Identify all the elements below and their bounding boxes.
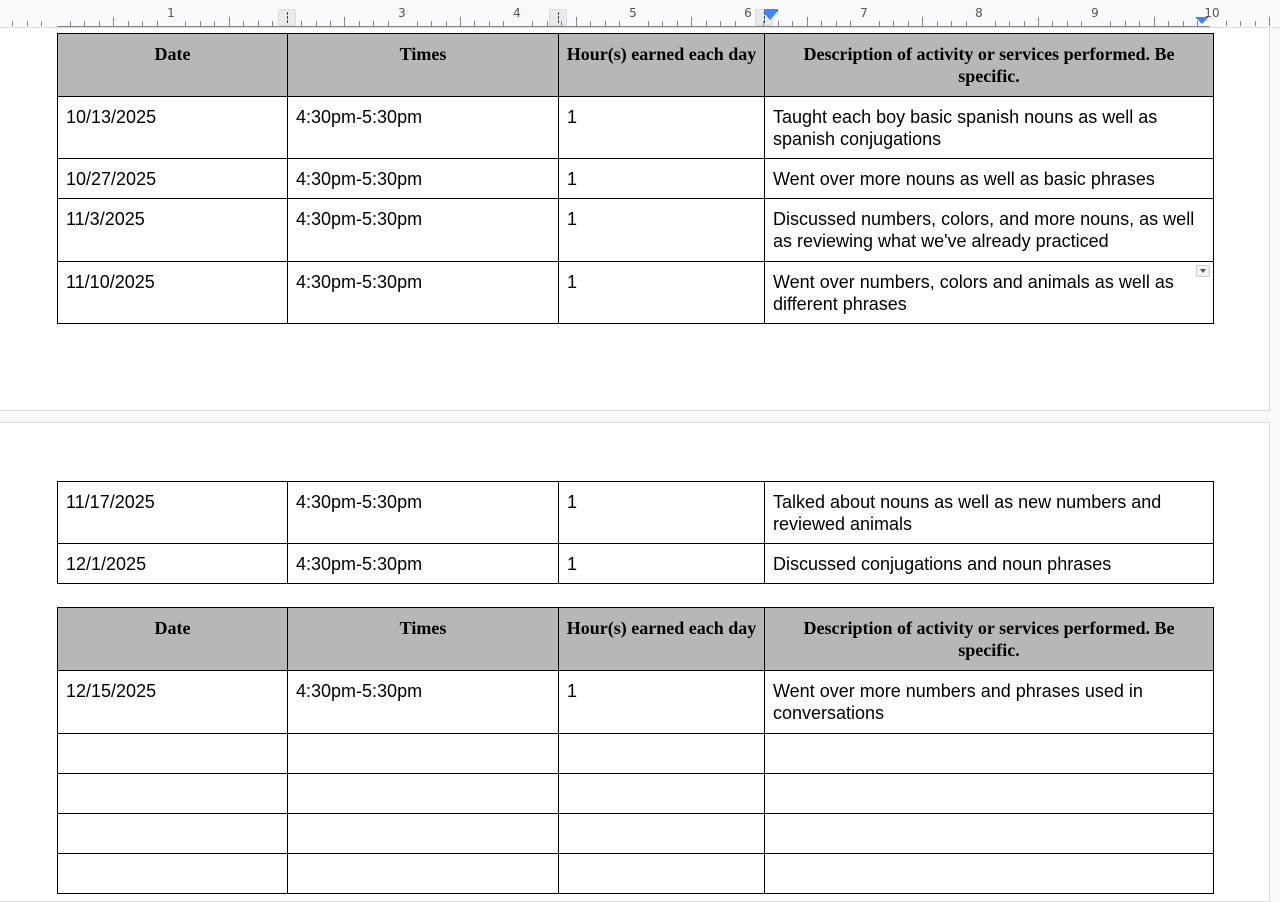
- ruler-tick: [113, 17, 114, 26]
- empty-cell[interactable]: [288, 814, 559, 854]
- ruler-number: 3: [398, 6, 406, 20]
- times-cell[interactable]: 4:30pm-5:30pm: [288, 262, 559, 324]
- empty-cell[interactable]: [288, 854, 559, 894]
- description-cell[interactable]: Went over more nouns as well as basic phrases: [765, 159, 1214, 199]
- empty-cell[interactable]: [58, 854, 288, 894]
- hours-table-2: [57, 607, 1214, 894]
- header-description: Description of activity or services performed. Be specific.: [765, 34, 1214, 97]
- description-cell[interactable]: Taught each boy basic spanish nouns as well as spanish conjugations: [765, 97, 1214, 159]
- hours-table-1-continued: [57, 481, 1214, 584]
- ruler-tick: [1038, 17, 1039, 26]
- empty-cell[interactable]: [288, 774, 559, 814]
- horizontal-ruler[interactable]: [0, 0, 1280, 28]
- times-cell[interactable]: 4:30pm-5:30pm: [288, 482, 559, 544]
- empty-table-row: [58, 734, 1214, 774]
- empty-cell[interactable]: [58, 814, 288, 854]
- date-cell[interactable]: 10/13/2025: [58, 97, 288, 159]
- date-cell[interactable]: 12/15/2025: [58, 671, 288, 734]
- date-cell[interactable]: 10/27/2025: [58, 159, 288, 199]
- hours-cell[interactable]: 1: [559, 159, 765, 199]
- column-marker-handle[interactable]: [278, 9, 296, 26]
- ruler-tick: [1255, 21, 1256, 26]
- ruler-tick: [1240, 21, 1241, 26]
- date-cell[interactable]: 12/1/2025: [58, 544, 288, 584]
- empty-cell[interactable]: [288, 734, 559, 774]
- header-date: Date: [58, 34, 288, 97]
- header-times: Times: [288, 608, 559, 671]
- description-cell[interactable]: Talked about nouns as well as new numbers and reviewed animals: [765, 482, 1214, 544]
- empty-table-row: [58, 774, 1214, 814]
- times-cell[interactable]: 4:30pm-5:30pm: [288, 159, 559, 199]
- empty-cell[interactable]: [58, 774, 288, 814]
- times-cell[interactable]: 4:30pm-5:30pm: [288, 97, 559, 159]
- table-row: [58, 199, 1214, 262]
- times-cell[interactable]: 4:30pm-5:30pm: [288, 671, 559, 734]
- times-cell[interactable]: 4:30pm-5:30pm: [288, 199, 559, 262]
- empty-cell[interactable]: [765, 734, 1214, 774]
- empty-cell[interactable]: [559, 734, 765, 774]
- ruler-tick: [922, 17, 923, 26]
- hours-table-1: [57, 33, 1214, 324]
- hours-cell[interactable]: 1: [559, 544, 765, 584]
- ruler-tick: [41, 21, 42, 26]
- empty-cell[interactable]: [765, 814, 1214, 854]
- table-row: [58, 482, 1214, 544]
- ruler-tick: [576, 17, 577, 26]
- table-row: [58, 97, 1214, 159]
- description-cell[interactable]: Went over more numbers and phrases used in conversations: [765, 671, 1214, 734]
- hours-cell[interactable]: 1: [559, 262, 765, 324]
- indent-marker-icon[interactable]: [763, 12, 777, 20]
- hours-cell[interactable]: 1: [559, 671, 765, 734]
- ruler-tick: [460, 17, 461, 26]
- ruler-tick: [1269, 17, 1270, 26]
- hours-cell[interactable]: 1: [559, 199, 765, 262]
- ruler-tick: [1154, 17, 1155, 26]
- header-hours: Hour(s) earned each day: [559, 608, 765, 671]
- description-cell[interactable]: Discussed conjugations and noun phrases: [765, 544, 1214, 584]
- table-row: [58, 671, 1214, 734]
- ruler-tick: [344, 17, 345, 26]
- ruler-tick: [1226, 21, 1227, 26]
- table-row: [58, 159, 1214, 199]
- empty-cell[interactable]: [58, 734, 288, 774]
- header-date: Date: [58, 608, 288, 671]
- hours-cell[interactable]: 1: [559, 97, 765, 159]
- table-row: [58, 262, 1214, 324]
- first-line-indent-icon[interactable]: [764, 9, 778, 12]
- ruler-number: 6: [744, 6, 752, 20]
- empty-table-row: [58, 854, 1214, 894]
- ruler-number: 9: [1091, 6, 1099, 20]
- ruler-tick: [229, 17, 230, 26]
- empty-cell[interactable]: [559, 774, 765, 814]
- ruler-number: 1: [167, 6, 175, 20]
- table-row: [58, 544, 1214, 584]
- table-header-row: [58, 608, 1214, 671]
- times-cell[interactable]: 4:30pm-5:30pm: [288, 544, 559, 584]
- date-cell[interactable]: 11/3/2025: [58, 199, 288, 262]
- header-description: Description of activity or services performed. Be specific.: [765, 608, 1214, 671]
- empty-table-row: [58, 814, 1214, 854]
- empty-cell[interactable]: [559, 854, 765, 894]
- header-times: Times: [288, 34, 559, 97]
- cell-dropdown-icon[interactable]: [1196, 265, 1210, 277]
- ruler-baseline: [57, 26, 1210, 27]
- header-hours: Hour(s) earned each day: [559, 34, 765, 97]
- ruler-number: 7: [860, 6, 868, 20]
- ruler-tick: [12, 21, 13, 26]
- date-cell[interactable]: 11/17/2025: [58, 482, 288, 544]
- column-marker-handle[interactable]: [549, 9, 567, 26]
- description-cell[interactable]: Discussed numbers, colors, and more nouns, as well as reviewing what we've already practiced: [765, 199, 1214, 262]
- description-cell[interactable]: Went over numbers, colors and animals as well as different phrases: [765, 262, 1214, 324]
- ruler-number: 8: [975, 6, 983, 20]
- empty-cell[interactable]: [559, 814, 765, 854]
- ruler-number: 4: [513, 6, 521, 20]
- ruler-tick: [27, 21, 28, 26]
- table-header-row: [58, 34, 1214, 97]
- ruler-number: 10: [1204, 6, 1220, 20]
- empty-cell[interactable]: [765, 854, 1214, 894]
- hours-cell[interactable]: 1: [559, 482, 765, 544]
- ruler-tick: [691, 17, 692, 26]
- empty-cell[interactable]: [765, 774, 1214, 814]
- date-cell[interactable]: 11/10/2025: [58, 262, 288, 324]
- ruler-number: 5: [629, 6, 637, 20]
- ruler-tick: [807, 17, 808, 26]
